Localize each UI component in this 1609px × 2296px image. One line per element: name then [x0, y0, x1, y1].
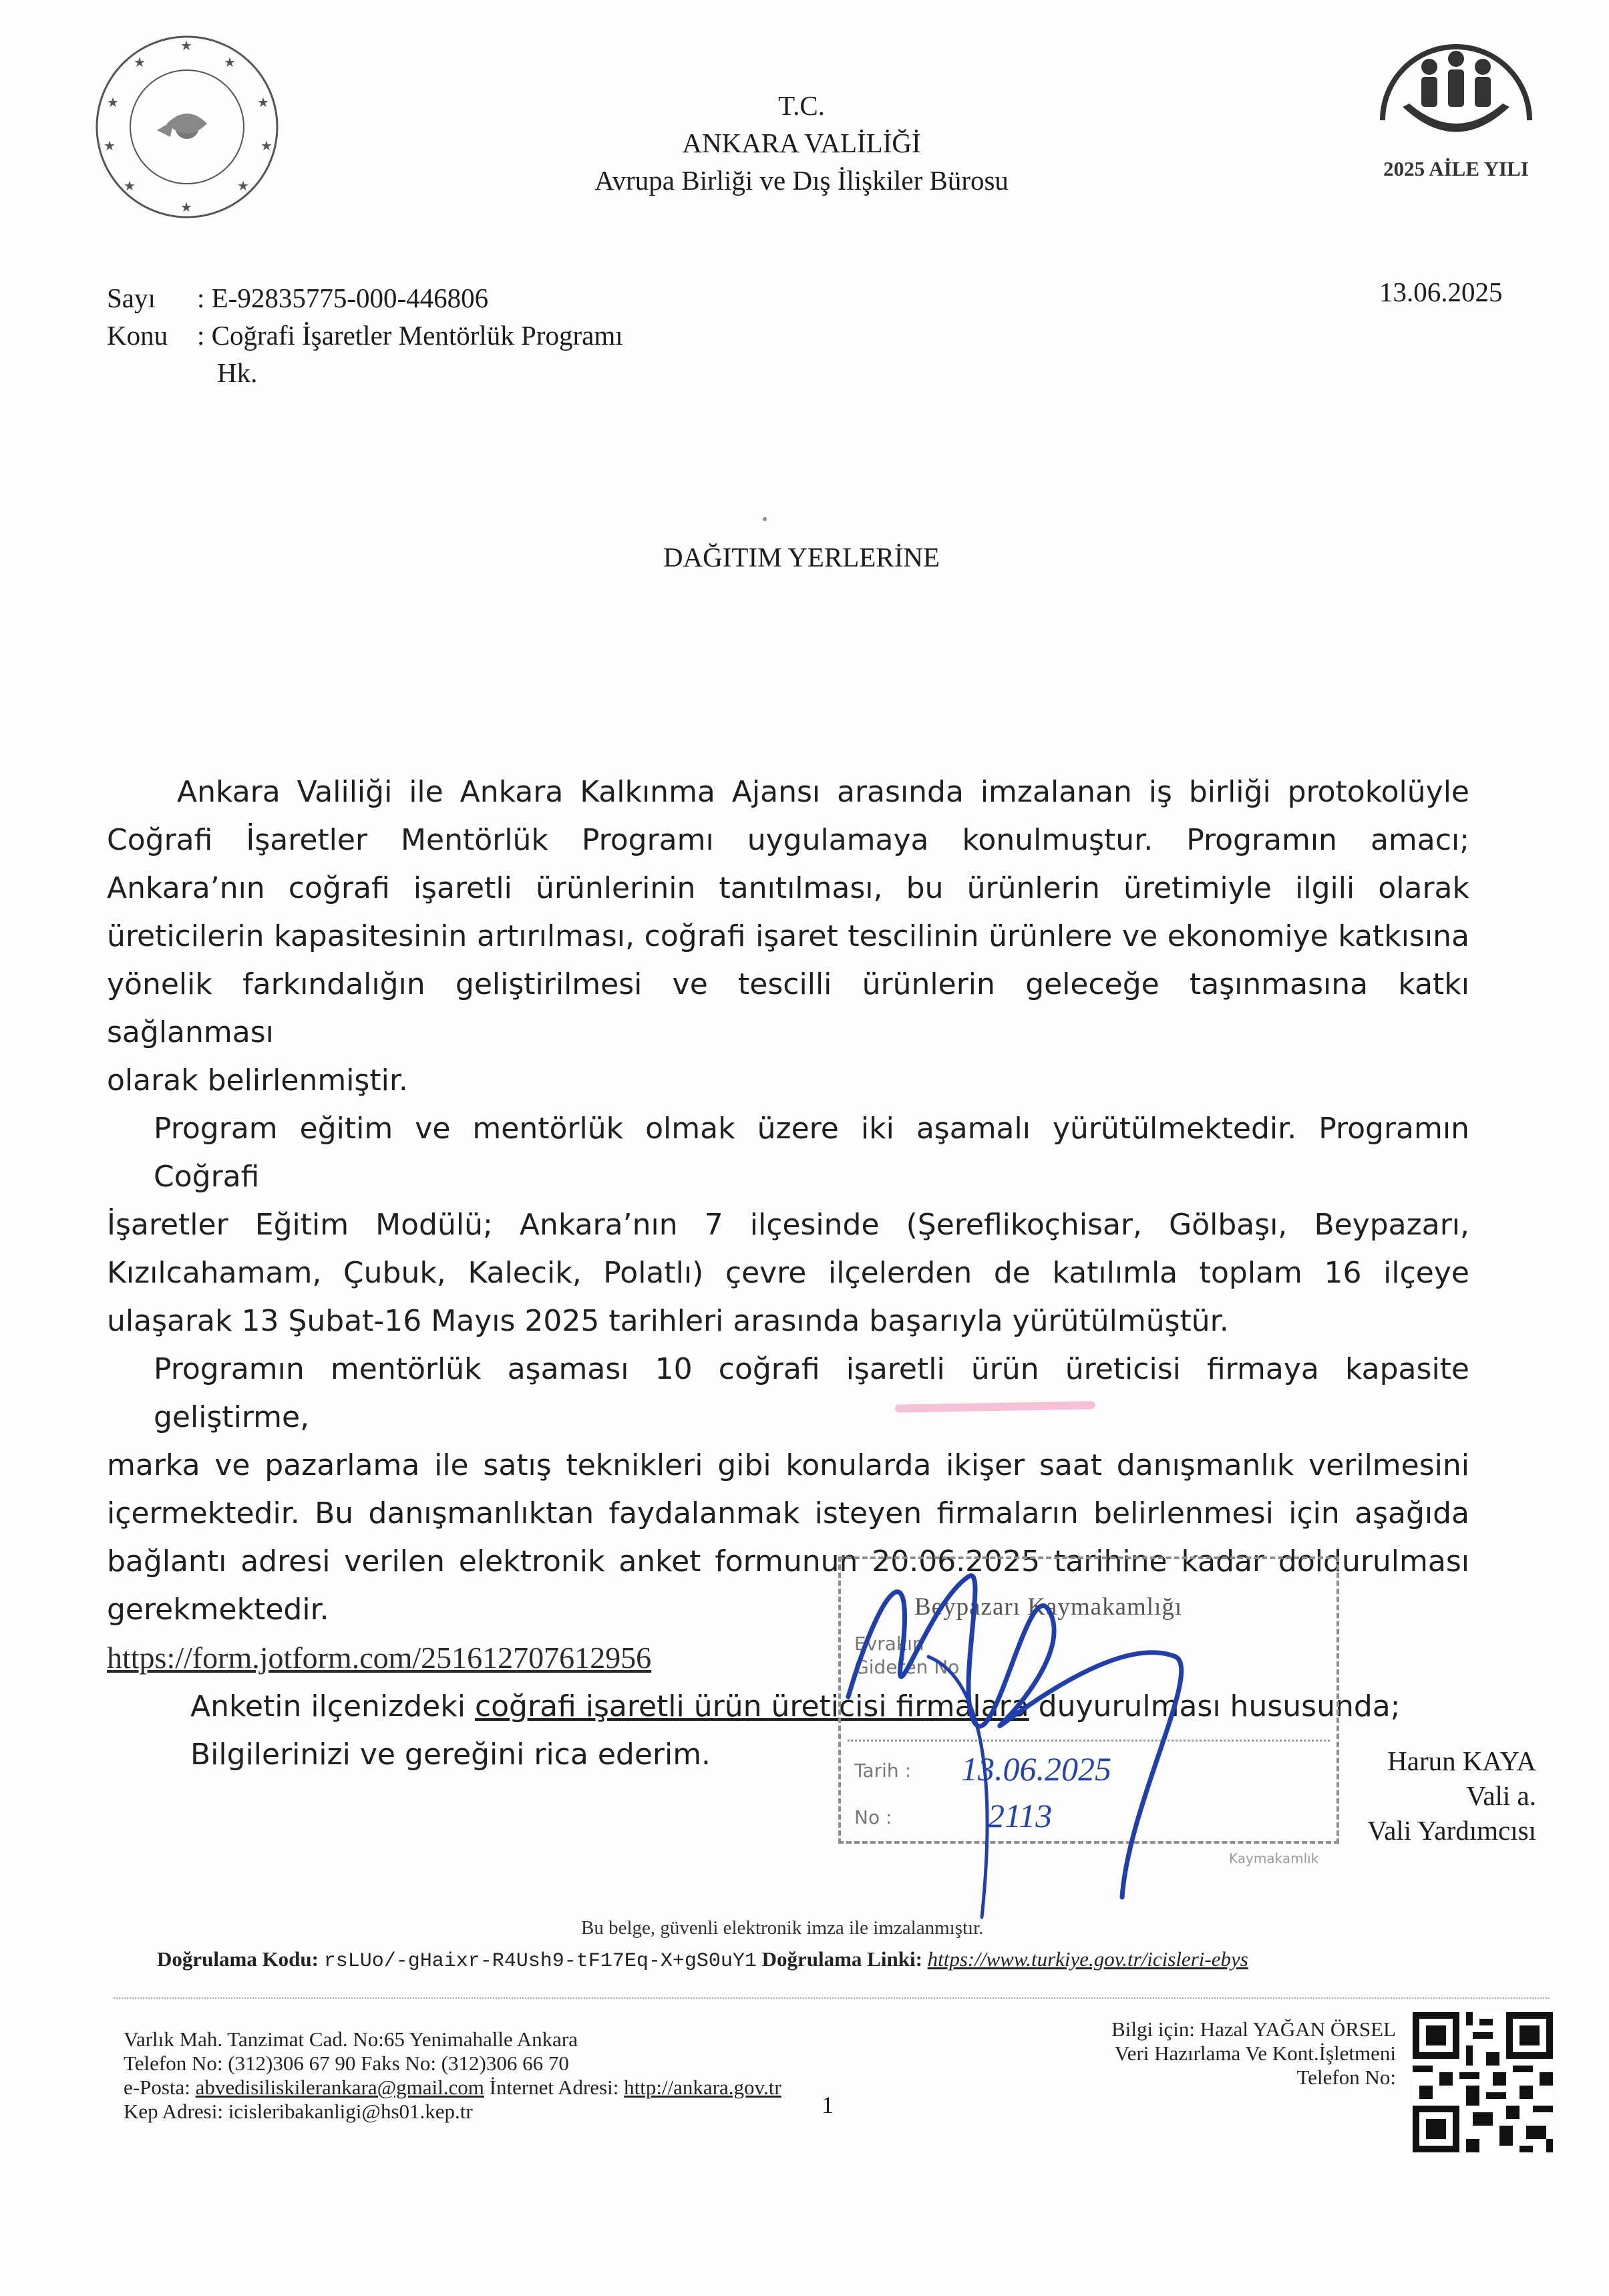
- signer-name: Harun KAYA: [1387, 1746, 1536, 1776]
- document-date: 13.06.2025: [1379, 277, 1503, 307]
- p4-post: duyurulması hususunda;: [1029, 1689, 1401, 1724]
- p3-line: gerekmektedir.: [107, 1593, 329, 1627]
- stamp-no-label: No :: [854, 1806, 892, 1828]
- survey-link[interactable]: https://form.jotform.com/251612707612956: [107, 1641, 652, 1675]
- konu-value-cont: Hk.: [217, 357, 258, 388]
- svg-text:★: ★: [134, 55, 146, 70]
- p2-line: ulaşarak 13 Şubat-16 Mayıs 2025 tarihleri arasında başarıyla yürütülmüştür.: [107, 1304, 1229, 1338]
- footer-phone: Telefon No: (312)306 67 90 Faks No: (312)306 66 70: [124, 2052, 569, 2075]
- p3-line: içermektedir. Bu danışmanlıktan faydalanmak isteyen firmaların belirlenmesi için aşağıda: [107, 1496, 1469, 1530]
- svg-text:★: ★: [180, 39, 192, 53]
- svg-text:★: ★: [124, 179, 136, 194]
- closing-line: Bilgilerinizi ve gereğini rica ederim.: [190, 1738, 711, 1772]
- signer-role1: Vali a.: [1466, 1780, 1536, 1811]
- info-title: Veri Hazırlama Ve Kont.İşletmeni: [1114, 2041, 1396, 2065]
- stamp-no-value: 2113: [988, 1797, 1053, 1834]
- svg-text:★: ★: [180, 200, 192, 215]
- p1-line: Coğrafi İşaretler Mentörlük Programı uygulamaya konulmuştur. Programın amacı;: [107, 823, 1469, 857]
- info-contact-person: Bilgi için: Hazal YAĞAN ÖRSEL: [1111, 2017, 1396, 2041]
- p2-line: Program eğitim ve mentörlük olmak üzere iki aşamalı yürütülmektedir. Programın Coğrafi: [154, 1112, 1469, 1194]
- page-number: 1: [822, 2092, 834, 2118]
- qr-code: [1413, 2012, 1553, 2152]
- svg-text:★: ★: [237, 179, 249, 194]
- family-year-caption: 2025 AİLE YILI: [1383, 157, 1529, 180]
- footer-email-web: [124, 2076, 781, 2100]
- svg-text:★: ★: [107, 96, 119, 110]
- p2-line: İşaretler Eğitim Modülü; Ankara’nın 7 ilçesinde (Şereflikoçhisar, Gölbaşı, Beypazarı,: [107, 1208, 1469, 1242]
- stamp-tarih-label: Tarih :: [854, 1760, 911, 1782]
- signer-block: [1309, 1744, 1536, 1848]
- verification-link[interactable]: https://www.turkiye.gov.tr/icisleri-ebys: [927, 1947, 1248, 1971]
- scan-dot: [763, 517, 767, 521]
- verification-code: rsLUo/-gHaixr-R4Ush9-tF17Eq-X+gS0uY1: [323, 1950, 757, 1973]
- verification-line: [157, 1947, 1248, 1973]
- p3-line: bağlantı adresi verilen elektronik anket formunun 20.06.2025 tarihine kadar doldurulması: [107, 1544, 1469, 1579]
- footer-address: Varlık Mah. Tanzimat Cad. No:65 Yenimahalle Ankara: [124, 2027, 578, 2051]
- ministry-seal: [87, 30, 287, 224]
- p3-line: marka ve pazarlama ile satış teknikleri gibi konularda ikişer saat danışmanlık verilmesini: [107, 1448, 1469, 1482]
- p2-line: Kızılcahamam, Çubuk, Kalecik, Polatlı) çevre ilçelerden de katılımla toplam 16 ilçeye: [107, 1256, 1469, 1290]
- header-office: Avrupa Birliği ve Dış İlişkiler Bürosu: [594, 165, 1009, 196]
- footer-contact: [124, 2027, 781, 2124]
- signer-role2: Vali Yardımcısı: [1367, 1815, 1536, 1846]
- footer-divider: [114, 1997, 1550, 1999]
- document-meta: [107, 279, 623, 391]
- stamp-footer: Kaymakamlık: [1229, 1850, 1319, 1866]
- stamp-gideren-label: Gideren No :: [854, 1656, 972, 1678]
- konu-label: Konu: [107, 320, 168, 351]
- p1-line: Ankara’nın coğrafi işaretli ürünlerinin tanıtılması, bu ürünlerin üretimiyle ilgili olarak: [107, 871, 1469, 905]
- footer-kep: Kep Adresi: icisleribakanligi@hs01.kep.tr: [124, 2100, 473, 2123]
- footer-web[interactable]: http://ankara.gov.tr: [624, 2076, 781, 2099]
- stamp-evrak-label: Evrakın: [854, 1633, 924, 1655]
- stamp-tarih-value: 13.06.2025: [961, 1750, 1111, 1788]
- footer-web-label: İnternet Adresi:: [489, 2076, 619, 2099]
- verification-code-label: Doğrulama Kodu:: [157, 1947, 319, 1971]
- verification-link-label: Doğrulama Linki:: [761, 1947, 922, 1971]
- footer-email-label: e-Posta:: [124, 2076, 190, 2099]
- p1-line: Ankara Valiliği ile Ankara Kalkınma Ajansı arasında imzalanan iş birliği protokolüyle: [177, 775, 1469, 809]
- info-phone: Telefon No:: [1296, 2066, 1396, 2089]
- esignature-note: Bu belge, güvenli elektronik imza ile imzalanmıştır.: [581, 1917, 984, 1939]
- letterhead: [401, 87, 1202, 199]
- footer-info: [995, 2017, 1396, 2090]
- svg-text:★: ★: [224, 55, 236, 70]
- header-tc: T.C.: [778, 90, 825, 121]
- p4-underlined: coğrafi işaretli ürün üreticisi firmalara: [474, 1689, 1029, 1724]
- svg-text:★: ★: [260, 139, 273, 154]
- svg-text:★: ★: [104, 139, 116, 154]
- p1-line: yönelik farkındalığın geliştirilmesi ve tescilli ürünlerin geleceğe taşınmasına katkı sağlanması: [107, 967, 1469, 1049]
- p1-line: üreticilerin kapasitesinin artırılması, coğrafi işaret tescilinin ürünlere ve ekonomiye katkısına: [107, 919, 1469, 953]
- p4-pre: Anketin ilçenizdeki: [190, 1689, 475, 1724]
- handwritten-signature: [828, 1523, 1216, 1924]
- sayi-label: Sayı: [107, 283, 156, 313]
- p1-line: olarak belirlenmiştir.: [107, 1063, 408, 1098]
- sayi-value: : E-92835775-000-446806: [197, 283, 489, 313]
- konu-value: : Coğrafi İşaretler Mentörlük Programı: [197, 320, 623, 351]
- p3-line: Programın mentörlük aşaması 10 coğrafi işaretli ürün üreticisi firmaya kapasite geliştirme,: [154, 1352, 1469, 1434]
- footer-email[interactable]: abvedisiliskilerankara@gmail.com: [195, 2076, 484, 2099]
- svg-text:★: ★: [257, 96, 269, 110]
- stamp-title: Beypazarı Kaymakamlığı: [914, 1593, 1183, 1621]
- addressee: DAĞITIM YERLERİNE: [663, 542, 940, 572]
- header-governorship: ANKARA VALİLİĞİ: [682, 128, 921, 158]
